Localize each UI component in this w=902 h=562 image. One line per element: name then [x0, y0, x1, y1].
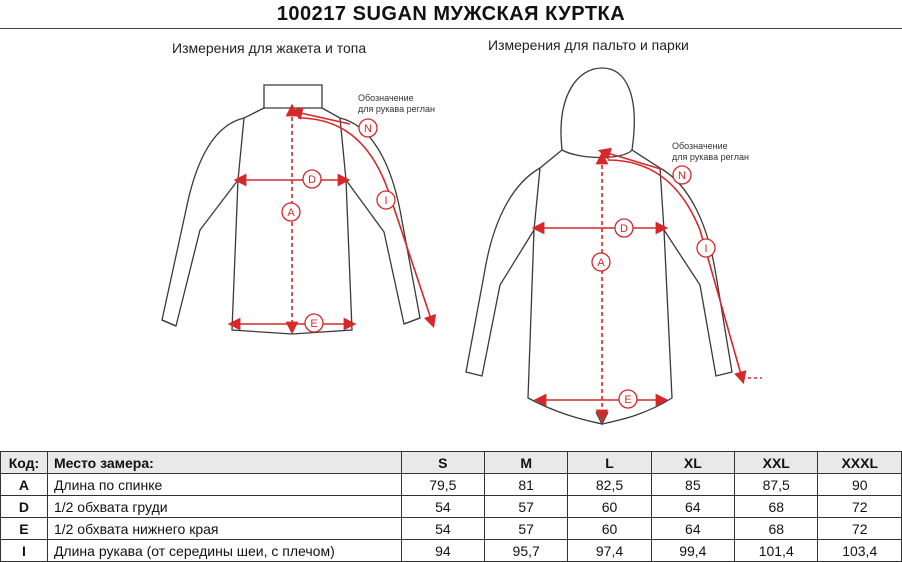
- size-table: [0, 451, 902, 562]
- coat-measures: [538, 152, 762, 416]
- header-size-l: L: [568, 452, 651, 474]
- marker-n-coat: N: [678, 170, 686, 182]
- raglan-note-jacket-1: Обозначение: [358, 93, 414, 103]
- row-value: 57: [485, 518, 568, 540]
- row-value: 90: [818, 474, 902, 496]
- caption-jacket: Измерения для жакета и топа: [172, 40, 367, 56]
- row-value: 72: [818, 518, 902, 540]
- row-value: 82,5: [568, 474, 651, 496]
- row-value: 57: [485, 496, 568, 518]
- marker-n-jacket: N: [364, 123, 372, 135]
- row-place: Длина рукава (от середины шеи, с плечом): [47, 540, 401, 562]
- header-size-m: M: [485, 452, 568, 474]
- row-value: 99,4: [651, 540, 734, 562]
- row-value: 54: [401, 518, 484, 540]
- marker-i-jacket: I: [384, 195, 388, 207]
- row-value: 68: [735, 496, 818, 518]
- row-code: D: [1, 496, 48, 518]
- row-place: 1/2 обхвата груди: [47, 496, 401, 518]
- row-value: 60: [568, 518, 651, 540]
- row-value: 103,4: [818, 540, 902, 562]
- row-code: E: [1, 518, 48, 540]
- row-value: 72: [818, 496, 902, 518]
- header-size-xxl: XXL: [735, 452, 818, 474]
- marker-e-coat: E: [624, 394, 632, 406]
- row-value: 87,5: [735, 474, 818, 496]
- marker-i-coat: I: [704, 243, 708, 255]
- marker-a-jacket: A: [287, 207, 295, 219]
- row-value: 68: [735, 518, 818, 540]
- marker-d-jacket: D: [308, 174, 316, 186]
- caption-coat: Измерения для пальто и парки: [488, 37, 689, 53]
- coat-outline: [466, 68, 732, 424]
- marker-e-jacket: E: [310, 318, 318, 330]
- header-size-xxxl: XXXL: [818, 452, 902, 474]
- table-row: [1, 540, 902, 562]
- row-value: 60: [568, 496, 651, 518]
- raglan-note-coat-2: для рукава реглан: [672, 152, 749, 162]
- garment-diagrams: [0, 28, 902, 451]
- row-code: A: [1, 474, 48, 496]
- marker-a-coat: A: [597, 257, 605, 269]
- jacket-labels: [282, 119, 395, 332]
- raglan-note-coat-1: Обозначение: [672, 141, 728, 151]
- row-value: 101,4: [735, 540, 818, 562]
- row-value: 64: [651, 518, 734, 540]
- row-value: 64: [651, 496, 734, 518]
- row-value: 79,5: [401, 474, 484, 496]
- table-row: [1, 474, 902, 496]
- row-place: Длина по спинке: [47, 474, 401, 496]
- row-value: 54: [401, 496, 484, 518]
- row-value: 85: [651, 474, 734, 496]
- table-row: [1, 518, 902, 540]
- raglan-note-jacket-2: для рукава реглан: [358, 104, 435, 114]
- row-value: 81: [485, 474, 568, 496]
- table-row: [1, 496, 902, 518]
- coat-labels: [592, 166, 715, 408]
- row-value: 95,7: [485, 540, 568, 562]
- row-code: I: [1, 540, 48, 562]
- row-place: 1/2 обхвата нижнего края: [47, 518, 401, 540]
- header-code: Код:: [1, 452, 48, 474]
- header-size-s: S: [401, 452, 484, 474]
- page-title: 100217 SUGAN МУЖСКАЯ КУРТКА: [0, 0, 902, 29]
- header-place: Место замера:: [47, 452, 401, 474]
- marker-d-coat: D: [620, 223, 628, 235]
- header-size-xl: XL: [651, 452, 734, 474]
- row-value: 97,4: [568, 540, 651, 562]
- row-value: 94: [401, 540, 484, 562]
- size-table-header: [1, 452, 902, 474]
